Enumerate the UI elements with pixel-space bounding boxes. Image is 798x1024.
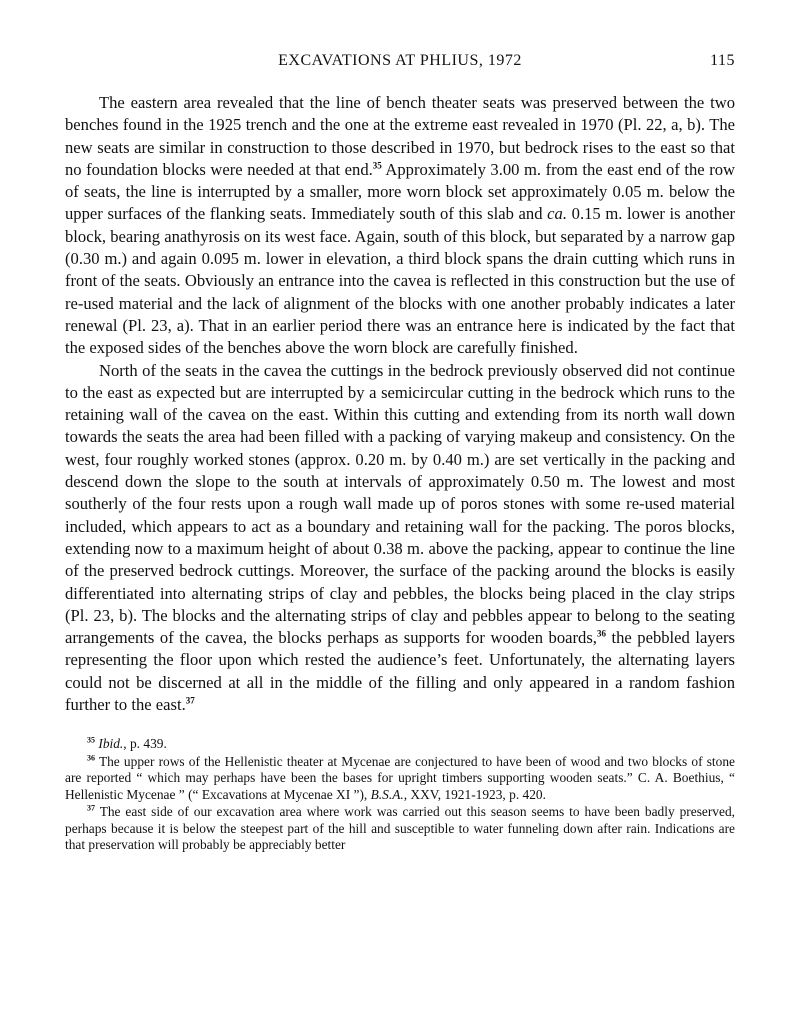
footnote-ref-36: 36 (596, 628, 606, 639)
footnotes (65, 736, 735, 854)
footnote-36: $^{36}$ The upper rows of the Hellenistic theater at Mycenae are conjectured to have been of wood and two blocks of stone are reported “ which may perhaps have been the bases for upright timbers supporting wooden seats.” C. A. Boethius, “ Hellenistic Mycenae ” (“ Excavations at Mycenae XI ”), B.S.A., XXV, 1921-1923, p. 420. (65, 753, 735, 802)
running-header (65, 52, 735, 82)
running-title: EXCAVATIONS AT PHLIUS, 1972 (278, 52, 522, 69)
footnote-35: $^{35}$ Ibid., p. 439. (87, 735, 167, 752)
paragraph-2: North of the seats in the cavea the cuttings in the bedrock previously observed did not continue to the east as expected but are interrupted by a semicircular cutting in the bedrock which runs to the retaining wall of the cavea on the east. Within this cutting and extending from its north wall down towards the seats the area had been filled with a packing of varying makeup and consistency. On the west, four roughly worked stones (approx. 0.20 m. by 0.40 m.) are set vertically in the packing and descend down the slope to the south at intervals of approximately 0.50 m. The lowest and most southerly of the four rests upon a rough wall made up of poros stones with some re-used material included, which appears to act as a boundary and retaining wall for the packing. The poros blocks, extending now to a maximum height of about 0.38 m. above the packing, appear to continue the line of the preserved bedrock cuttings. Moreover, the surface of the packing around the blocks is easily differentiated into alternating strips of clay and pebbles, the blocks being placed in the clay strips (Pl. 23, b). The blocks and the alternating strips of clay and pebbles appear to belong to the seating arrangements of the cavea, the blocks perhaps as supports for wooden boards,$^{36}$ the pebbled layers representing the floor upon which rested the audience’s feet. Unfortunately, the alternating layers could not be discerned at all in the middle of the filling and only appeared in a random fashion further to the east.$^{37}$ (65, 360, 735, 715)
footnote-ref-37: 37 (185, 695, 195, 706)
page-number: 115 (710, 52, 735, 69)
footnote-ref-35: 35 (372, 160, 382, 171)
paragraph-1: The eastern area revealed that the line of bench theater seats was preserved between the two benches found in the 1925 trench and the one at the extreme east revealed in 1970 (Pl. 22, a, b). The new seats are similar in construction to those described in 1970, but bedrock rises to the east so that no foundation blocks were needed at that end.$^{35}$ Approximately 3.00 m. from the east end of the row of seats, the line is interrupted by a smaller, more worn block set approximately 0.05 m. below the upper surfaces of the flanking seats. Immediately south of this slab and ca. 0.15 m. lower is another block, bearing anathyrosis on its west face. Again, south of this block, but separated by a narrow gap (0.30 m.) and again 0.095 m. lower in elevation, a third block spans the drain cutting which runs in front of the seats. Obviously an entrance into the cavea is reflected in this construction but the use of re-used material and the lack of alignment of the blocks with one another probably indicates a later renewal (Pl. 23, a). That in an earlier period there was an entrance here is indicated by the fact that the exposed sides of the benches above the worn block are carefully finished. (65, 93, 735, 358)
body-text (65, 92, 735, 716)
footnote-37: $^{37}$ The east side of our excavation area where work was carried out this season seems to have been badly preserved, perhaps because it is below the steepest part of the hill and susceptible to water funneling down after rain. Indications are that preservation will probably be appreciably better (65, 803, 735, 853)
page (65, 52, 735, 855)
